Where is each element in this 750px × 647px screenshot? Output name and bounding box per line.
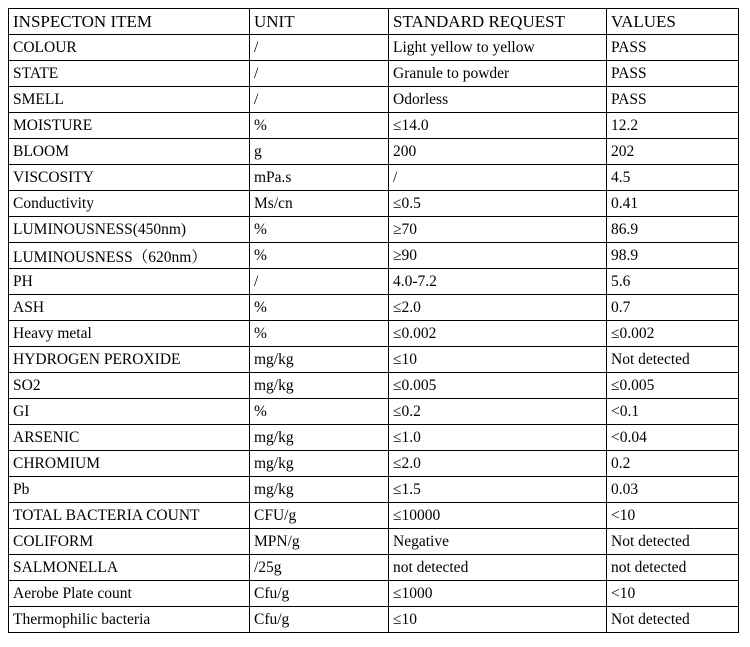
value-cell: 202	[607, 139, 739, 165]
unit-cell: %	[250, 243, 389, 269]
standard-cell: ≥70	[389, 217, 607, 243]
inspection-table	[8, 8, 739, 633]
table-row	[9, 269, 739, 295]
unit-cell: MPN/g	[250, 529, 389, 555]
item-cell: PH	[9, 269, 250, 295]
header-standard-request: STANDARD REQUEST	[389, 9, 607, 35]
unit-cell: %	[250, 295, 389, 321]
standard-cell: ≤1.5	[389, 477, 607, 503]
unit-cell: mg/kg	[250, 477, 389, 503]
unit-cell: /25g	[250, 555, 389, 581]
table-row	[9, 35, 739, 61]
unit-cell: /	[250, 269, 389, 295]
item-cell: SO2	[9, 373, 250, 399]
standard-cell: ≤1000	[389, 581, 607, 607]
table-header	[9, 9, 739, 35]
item-cell: Pb	[9, 477, 250, 503]
item-cell: ARSENIC	[9, 425, 250, 451]
value-cell: 98.9	[607, 243, 739, 269]
header-values: VALUES	[607, 9, 739, 35]
unit-cell: Ms/cn	[250, 191, 389, 217]
table-row	[9, 243, 739, 269]
table-row	[9, 451, 739, 477]
table-row	[9, 607, 739, 633]
unit-cell: %	[250, 321, 389, 347]
item-cell: BLOOM	[9, 139, 250, 165]
item-cell: GI	[9, 399, 250, 425]
value-cell: Not detected	[607, 607, 739, 633]
item-cell: MOISTURE	[9, 113, 250, 139]
value-cell: <10	[607, 581, 739, 607]
value-cell: 86.9	[607, 217, 739, 243]
item-cell: Heavy metal	[9, 321, 250, 347]
standard-cell: ≤10000	[389, 503, 607, 529]
standard-cell: not detected	[389, 555, 607, 581]
item-cell: STATE	[9, 61, 250, 87]
value-cell: 4.5	[607, 165, 739, 191]
item-cell: CHROMIUM	[9, 451, 250, 477]
unit-cell: Cfu/g	[250, 607, 389, 633]
value-cell: <10	[607, 503, 739, 529]
unit-cell: %	[250, 399, 389, 425]
table-row	[9, 139, 739, 165]
standard-cell: ≤0.002	[389, 321, 607, 347]
value-cell: <0.04	[607, 425, 739, 451]
value-cell: ≤0.002	[607, 321, 739, 347]
table-row	[9, 581, 739, 607]
item-cell: LUMINOUSNESS(450nm)	[9, 217, 250, 243]
unit-cell: /	[250, 87, 389, 113]
header-row	[9, 9, 739, 35]
table-body	[9, 35, 739, 633]
table-row	[9, 113, 739, 139]
unit-cell: /	[250, 35, 389, 61]
value-cell: PASS	[607, 35, 739, 61]
standard-cell: ≤1.0	[389, 425, 607, 451]
table-row	[9, 425, 739, 451]
value-cell: PASS	[607, 61, 739, 87]
table-row	[9, 61, 739, 87]
table-row	[9, 191, 739, 217]
value-cell: 0.2	[607, 451, 739, 477]
unit-cell: /	[250, 61, 389, 87]
item-cell: Aerobe Plate count	[9, 581, 250, 607]
table-row	[9, 217, 739, 243]
table-row	[9, 321, 739, 347]
unit-cell: Cfu/g	[250, 581, 389, 607]
unit-cell: mg/kg	[250, 373, 389, 399]
item-cell: VISCOSITY	[9, 165, 250, 191]
standard-cell: Light yellow to yellow	[389, 35, 607, 61]
item-cell: COLIFORM	[9, 529, 250, 555]
standard-cell: ≥90	[389, 243, 607, 269]
value-cell: 5.6	[607, 269, 739, 295]
value-cell: Not detected	[607, 347, 739, 373]
table-row	[9, 399, 739, 425]
table-row	[9, 165, 739, 191]
inspection-table-container	[8, 8, 739, 633]
value-cell: 0.41	[607, 191, 739, 217]
table-row	[9, 87, 739, 113]
item-cell: TOTAL BACTERIA COUNT	[9, 503, 250, 529]
unit-cell: mg/kg	[250, 425, 389, 451]
unit-cell: CFU/g	[250, 503, 389, 529]
standard-cell: ≤0.005	[389, 373, 607, 399]
standard-cell: Negative	[389, 529, 607, 555]
unit-cell: mPa.s	[250, 165, 389, 191]
standard-cell: /	[389, 165, 607, 191]
table-row	[9, 555, 739, 581]
value-cell: 0.7	[607, 295, 739, 321]
unit-cell: %	[250, 217, 389, 243]
item-cell: COLOUR	[9, 35, 250, 61]
value-cell: <0.1	[607, 399, 739, 425]
table-row	[9, 373, 739, 399]
header-unit: UNIT	[250, 9, 389, 35]
standard-cell: ≤2.0	[389, 295, 607, 321]
table-row	[9, 477, 739, 503]
standard-cell: ≤0.2	[389, 399, 607, 425]
standard-cell: ≤10	[389, 607, 607, 633]
unit-cell: mg/kg	[250, 347, 389, 373]
item-cell: LUMINOUSNESS（620nm）	[9, 243, 250, 269]
standard-cell: ≤14.0	[389, 113, 607, 139]
table-row	[9, 529, 739, 555]
item-cell: Thermophilic bacteria	[9, 607, 250, 633]
item-cell: ASH	[9, 295, 250, 321]
table-row	[9, 347, 739, 373]
value-cell: PASS	[607, 87, 739, 113]
unit-cell: mg/kg	[250, 451, 389, 477]
table-row	[9, 295, 739, 321]
item-cell: SMELL	[9, 87, 250, 113]
unit-cell: %	[250, 113, 389, 139]
value-cell: not detected	[607, 555, 739, 581]
standard-cell: ≤10	[389, 347, 607, 373]
table-row	[9, 503, 739, 529]
header-inspection-item: INSPECTON ITEM	[9, 9, 250, 35]
unit-cell: g	[250, 139, 389, 165]
item-cell: Conductivity	[9, 191, 250, 217]
value-cell: ≤0.005	[607, 373, 739, 399]
value-cell: 12.2	[607, 113, 739, 139]
standard-cell: 4.0-7.2	[389, 269, 607, 295]
standard-cell: ≤2.0	[389, 451, 607, 477]
item-cell: HYDROGEN PEROXIDE	[9, 347, 250, 373]
standard-cell: ≤0.5	[389, 191, 607, 217]
standard-cell: Odorless	[389, 87, 607, 113]
value-cell: Not detected	[607, 529, 739, 555]
item-cell: SALMONELLA	[9, 555, 250, 581]
standard-cell: Granule to powder	[389, 61, 607, 87]
value-cell: 0.03	[607, 477, 739, 503]
standard-cell: 200	[389, 139, 607, 165]
